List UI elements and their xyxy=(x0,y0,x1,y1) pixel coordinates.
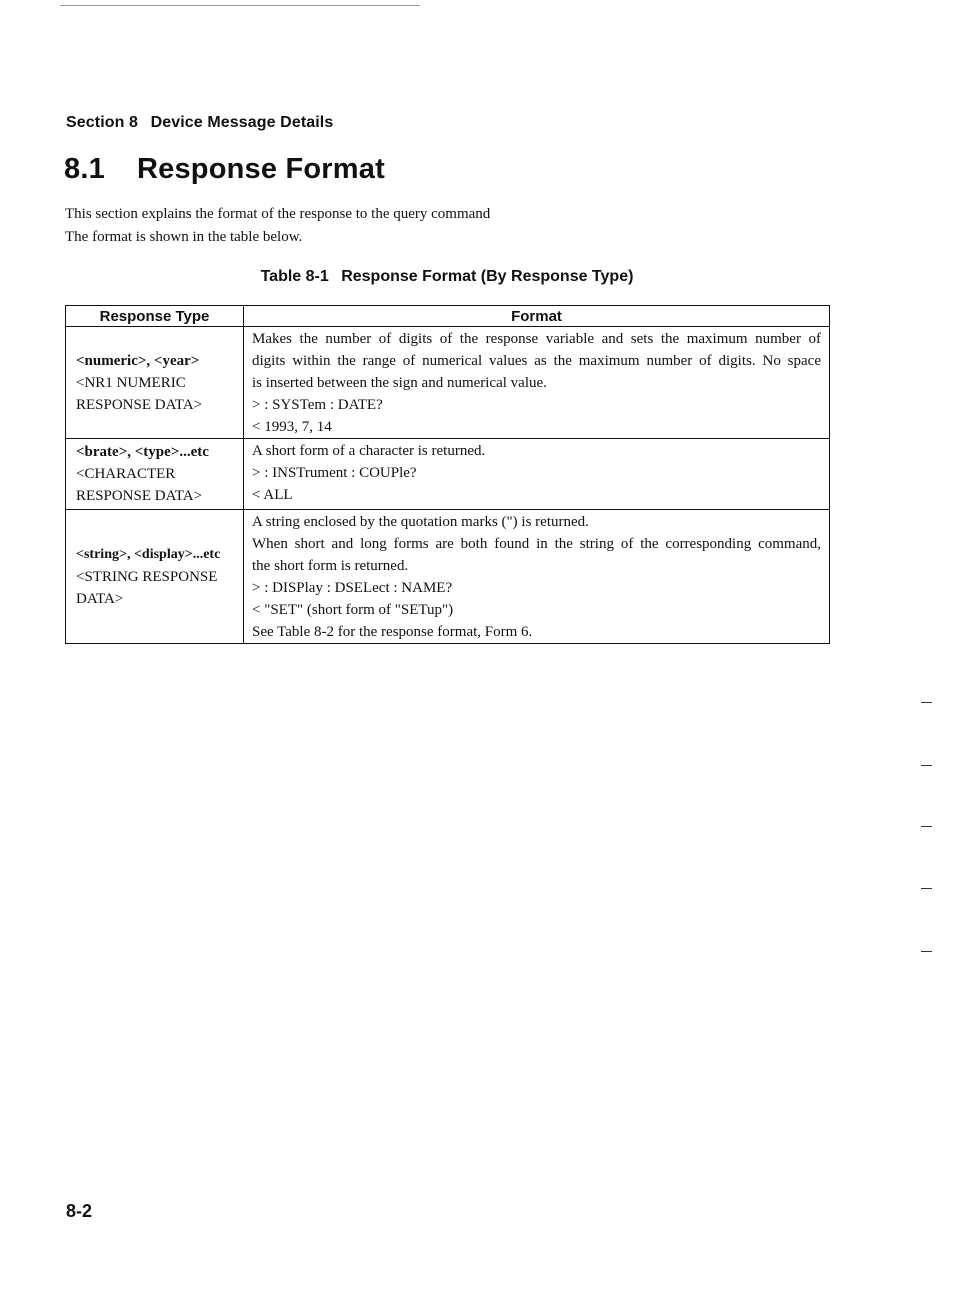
format-line: A string enclosed by the quotation marks (") is returned. xyxy=(252,514,589,530)
format-line: > : INSTrument : COUPle? xyxy=(252,465,417,481)
format-line: the short form is returned. xyxy=(252,558,409,574)
format-line: > : SYSTem : DATE? xyxy=(252,397,383,413)
table-row xyxy=(66,510,830,644)
response-type-desc: RESPONSE DATA> xyxy=(76,396,203,413)
response-type-name: <brate>, <type>...etc xyxy=(76,444,209,460)
format-line: digits within the range of numerical values as the maximum number of digits. No space xyxy=(252,353,821,369)
intro-line: The format is shown in the table below. xyxy=(65,229,303,245)
format-cell xyxy=(244,510,830,644)
format-line: A short form of a character is returned. xyxy=(252,443,486,459)
section-number: Section 8 xyxy=(66,114,139,131)
response-type-cell xyxy=(66,439,244,510)
column-header-format: Format xyxy=(244,306,830,327)
format-cell xyxy=(244,439,830,510)
format-line: > : DISPlay : DSELect : NAME? xyxy=(252,580,453,596)
response-type-name: <numeric>, <year> xyxy=(76,352,200,369)
table-row xyxy=(66,439,830,510)
response-type-desc: RESPONSE DATA> xyxy=(76,488,203,504)
response-type-desc: <STRING RESPONSE xyxy=(76,568,218,585)
response-format-table xyxy=(65,305,830,644)
table-caption-number: Table 8-1 xyxy=(260,268,329,285)
intro-text xyxy=(65,203,490,249)
format-line: Makes the number of digits of the response variable and sets the maximum number of xyxy=(252,331,821,347)
response-type-name: <string>, <display>...etc xyxy=(76,546,221,562)
response-type-desc: <CHARACTER xyxy=(76,466,176,482)
heading-title: Response Format xyxy=(137,153,385,185)
heading-number: 8.1 xyxy=(64,153,105,185)
format-line: < 1993, 7, 14 xyxy=(252,419,332,435)
top-rule xyxy=(60,5,420,6)
page-title xyxy=(64,153,385,186)
section-header xyxy=(66,114,333,132)
response-type-desc: DATA> xyxy=(76,590,124,607)
margin-tick-mark xyxy=(921,765,932,766)
table-row xyxy=(66,327,830,439)
response-type-desc: <NR1 NUMERIC xyxy=(76,374,186,391)
format-line: < "SET" (short form of "SETup") xyxy=(252,602,454,618)
column-header-response-type: Response Type xyxy=(66,306,244,327)
format-line: When short and long forms are both found in the string of the corresponding command, xyxy=(252,536,821,552)
table-caption-title: Response Format (By Response Type) xyxy=(341,268,634,285)
format-line: < ALL xyxy=(252,487,293,503)
response-type-cell xyxy=(66,327,244,439)
margin-tick-mark xyxy=(921,951,932,952)
intro-line: This section explains the format of the response to the query command xyxy=(65,206,491,222)
format-line: See Table 8-2 for the response format, Form 6. xyxy=(252,624,533,640)
margin-tick-mark xyxy=(921,826,932,827)
response-type-cell xyxy=(66,510,244,644)
table-header-row xyxy=(66,306,830,327)
section-title: Device Message Details xyxy=(150,114,334,131)
format-line: is inserted between the sign and numerical value. xyxy=(252,375,547,391)
table-caption xyxy=(0,268,894,286)
page-number: 8-2 xyxy=(66,1201,93,1221)
margin-tick-mark xyxy=(921,702,932,703)
format-cell xyxy=(244,327,830,439)
margin-tick-mark xyxy=(921,888,932,889)
